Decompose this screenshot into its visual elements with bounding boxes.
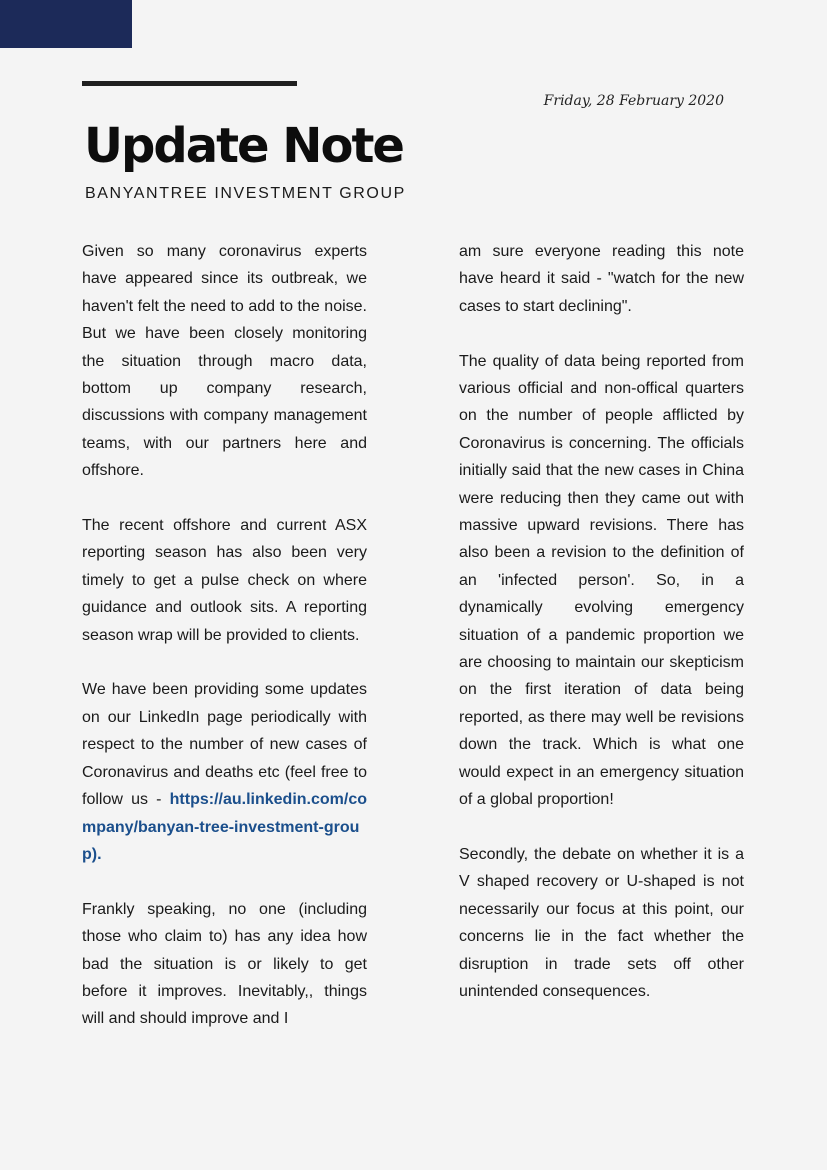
paragraph: Frankly speaking, no one (including those who claim to) has any idea how bad the situation is or likely to get before it improves. Inevitably,, things will and should improve and I xyxy=(82,900,367,1028)
header-rule xyxy=(82,81,297,86)
linkedin-link[interactable]: https://au.linkedin.com/company/banyan-tree-investment-group). xyxy=(82,791,367,863)
left-column xyxy=(82,238,367,1033)
paragraph: Given so many coronavirus experts have appeared since its outbreak, we haven't felt the need to add to the noise. But we have been closely monitoring the situation through macro data, bottom up company research, discussions with company management teams, with our partners here and offshore. xyxy=(82,243,367,480)
publication-date: Friday, 28 February 2020 xyxy=(543,93,724,109)
paragraph: am sure everyone reading this note have heard it said - "watch for the new cases to start declining". xyxy=(459,243,744,315)
page-title: Update Note xyxy=(84,118,403,174)
corner-accent-block xyxy=(0,0,132,48)
paragraph-text: We have been providing some updates on our LinkedIn page periodically with respect to the number of new cases of Coronavirus and deaths etc (feel free to follow us - xyxy=(82,681,367,809)
paragraph xyxy=(82,676,367,868)
paragraph: The quality of data being reported from various official and non-offical quarters on the number of people afflicted by Coronavirus is concerning. The officials initially said that the new cases in China were reducing then they came out with massive upward revisions. There has also been a revision to the definition of an 'infected person'. So, in a dynamically evolving emergency situation of a pandemic proportion we are choosing to maintain our skepticism on the first iteration of data being reported, as there may well be revisions down the track. Which is what one would expect in an emergency situation of a global proportion! xyxy=(459,352,744,809)
company-name: BANYANTREE INVESTMENT GROUP xyxy=(85,185,406,202)
paragraph: Secondly, the debate on whether it is a V shaped recovery or U-shaped is not necessarily our focus at this point, our concerns lie in the fact whether the disruption in trade sets off other unintended consequences. xyxy=(459,845,744,1000)
right-column xyxy=(459,238,744,1005)
paragraph: The recent offshore and current ASX reporting season has also been very timely to get a pulse check on where guidance and outlook sits. A reporting season wrap will be provided to clients. xyxy=(82,517,367,644)
